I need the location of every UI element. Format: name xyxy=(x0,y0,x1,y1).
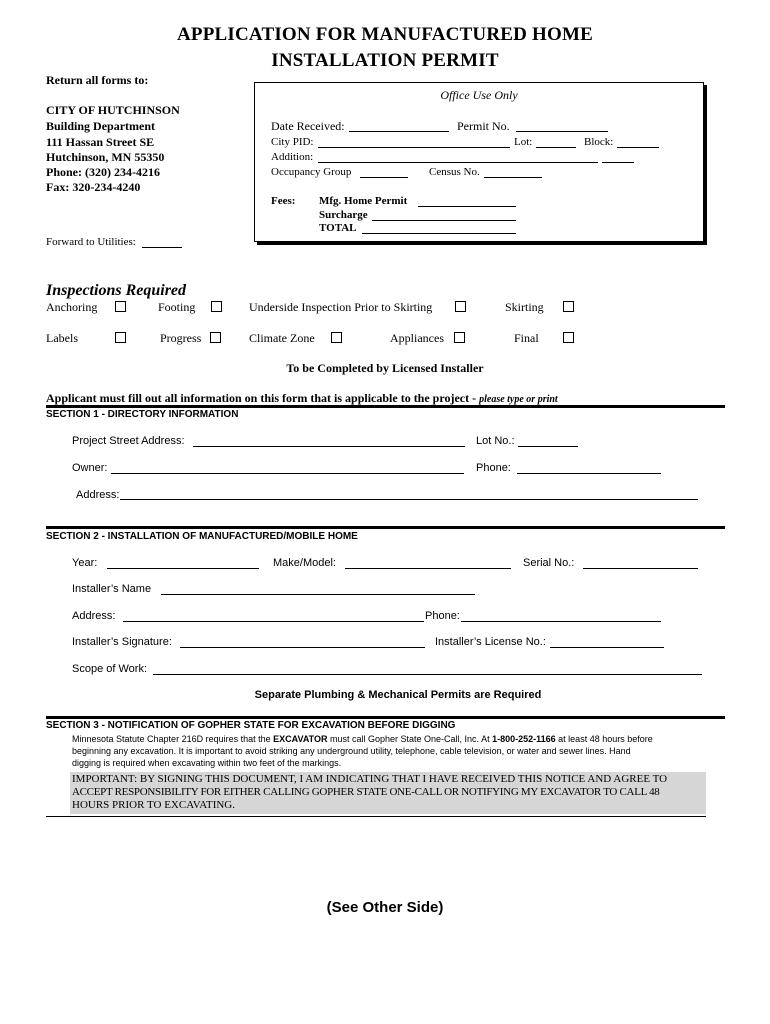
owner-address-field[interactable] xyxy=(120,499,698,500)
installer-address-label: Address: xyxy=(72,610,116,622)
lot-no-field[interactable] xyxy=(518,446,578,447)
permit-no-field[interactable] xyxy=(516,131,608,132)
applicant-note-italic: please type or print xyxy=(479,394,558,405)
make-model-label: Make/Model: xyxy=(273,557,336,569)
p1d: 1-800-252-1166 xyxy=(492,734,556,744)
skirting-checkbox[interactable] xyxy=(563,301,574,312)
city-pid-label: City PID: xyxy=(271,136,314,148)
important-line2: ACCEPT RESPONSIBILITY FOR EITHER CALLING GOPHER STATE ONE-CALL OR NOTIFYING MY EXCAVATOR TO CALL 48 xyxy=(72,786,660,798)
scope-of-work-field[interactable] xyxy=(153,674,702,675)
phone-label: Phone: xyxy=(476,462,511,474)
section1-rule xyxy=(46,405,725,408)
climate-zone-checkbox[interactable] xyxy=(331,332,342,343)
progress-label: Progress xyxy=(160,331,202,345)
installers-name-field[interactable] xyxy=(161,594,475,595)
section2-rule xyxy=(46,526,725,529)
make-model-field[interactable] xyxy=(345,568,511,569)
return-fax: Fax: 320-234-4240 xyxy=(46,180,141,194)
labels-checkbox[interactable] xyxy=(115,332,126,343)
owner-field[interactable] xyxy=(111,473,464,474)
labels-label: Labels xyxy=(46,331,78,345)
return-street: 111 Hassan Street SE xyxy=(46,135,155,149)
installer-address-field[interactable] xyxy=(123,621,424,622)
appliances-label: Appliances xyxy=(390,331,444,345)
forward-utilities-field[interactable] xyxy=(142,247,182,248)
block-field[interactable] xyxy=(617,147,659,148)
installers-signature-field[interactable] xyxy=(180,647,425,648)
anchoring-checkbox[interactable] xyxy=(115,301,126,312)
census-no-label: Census No. xyxy=(429,166,480,178)
section3-bottom-rule xyxy=(46,816,706,817)
year-field[interactable] xyxy=(107,568,259,569)
final-checkbox[interactable] xyxy=(563,332,574,343)
section3-paragraph-line2: beginning any excavation. It is important to avoid striking any underground utility, telephone, cable television, or water and sewer lines. Hand xyxy=(72,746,631,756)
p1a: Minnesota Statute Chapter 216D requires that the xyxy=(72,734,271,744)
block-label: Block: xyxy=(584,136,614,148)
section1-heading: SECTION 1 - DIRECTORY INFORMATION xyxy=(46,409,239,420)
mfg-home-permit-field[interactable] xyxy=(418,206,516,207)
date-received-field[interactable] xyxy=(349,131,449,132)
surcharge-label: Surcharge xyxy=(319,209,368,221)
climate-zone-label: Climate Zone xyxy=(249,331,315,345)
section3-paragraph-line1 xyxy=(72,734,653,744)
inspections-heading: Inspections Required xyxy=(46,282,187,299)
footing-label: Footing xyxy=(158,300,196,314)
p1e: at least 48 hours before xyxy=(558,734,653,744)
applicant-note xyxy=(46,391,558,406)
scope-of-work-label: Scope of Work: xyxy=(72,663,147,675)
fees-label: Fees: xyxy=(271,195,296,207)
return-phone: Phone: (320) 234-4216 xyxy=(46,165,160,179)
surcharge-field[interactable] xyxy=(372,220,516,221)
lot-no-label: Lot No.: xyxy=(476,435,515,447)
occupancy-group-label: Occupancy Group xyxy=(271,166,352,178)
installer-phone-label: Phone: xyxy=(425,610,460,622)
forward-utilities-label: Forward to Utilities: xyxy=(46,236,136,248)
addition-label: Addition: xyxy=(271,151,314,163)
underside-checkbox[interactable] xyxy=(455,301,466,312)
installers-signature-label: Installer’s Signature: xyxy=(72,636,172,648)
underside-label: Underside Inspection Prior to Skirting xyxy=(249,300,433,314)
p1b: EXCAVATOR xyxy=(273,734,328,744)
permit-no-label: Permit No. xyxy=(457,119,510,133)
important-line3: HOURS PRIOR TO EXCAVATING. xyxy=(72,799,235,811)
addition-field-2[interactable] xyxy=(602,162,634,163)
mfg-home-permit-label: Mfg. Home Permit xyxy=(319,195,408,207)
section3-rule xyxy=(46,716,725,719)
owner-label: Owner: xyxy=(72,462,108,474)
serial-no-label: Serial No.: xyxy=(523,557,575,569)
city-pid-field[interactable] xyxy=(318,147,510,148)
serial-no-field[interactable] xyxy=(583,568,698,569)
licensed-installer-note: To be Completed by Licensed Installer xyxy=(286,361,484,375)
see-other-side: (See Other Side) xyxy=(326,899,444,916)
section3-heading: SECTION 3 - NOTIFICATION OF GOPHER STATE FOR EXCAVATION BEFORE DIGGING xyxy=(46,720,456,731)
final-label: Final xyxy=(514,331,539,345)
lot-label: Lot: xyxy=(514,136,533,148)
installers-license-field[interactable] xyxy=(550,647,664,648)
progress-checkbox[interactable] xyxy=(210,332,221,343)
p1c: must call Gopher State One-Call, Inc. At xyxy=(330,734,490,744)
return-heading: Return all forms to: xyxy=(46,73,149,87)
addition-field[interactable] xyxy=(318,162,598,163)
page-title-line1: APPLICATION FOR MANUFACTURED HOME xyxy=(177,24,593,45)
anchoring-label: Anchoring xyxy=(46,300,98,314)
section3-paragraph-line3: digging is required when excavating within two feet of the markings. xyxy=(72,758,342,768)
total-label: TOTAL xyxy=(319,222,357,234)
appliances-checkbox[interactable] xyxy=(454,332,465,343)
project-address-field[interactable] xyxy=(193,446,465,447)
return-city: CITY OF HUTCHINSON xyxy=(46,103,180,117)
page-title-line2: INSTALLATION PERMIT xyxy=(271,50,499,71)
project-address-label: Project Street Address: xyxy=(72,435,185,447)
return-dept: Building Department xyxy=(46,119,156,133)
installer-phone-field[interactable] xyxy=(461,621,661,622)
owner-address-label: Address: xyxy=(76,489,120,501)
installers-name-label: Installer’s Name xyxy=(72,583,152,595)
office-use-heading: Office Use Only xyxy=(440,88,518,102)
applicant-note-main: Applicant must fill out all information on this form that is applicable to the project - xyxy=(46,391,477,405)
census-no-field[interactable] xyxy=(484,177,542,178)
date-received-label: Date Received: xyxy=(271,119,345,133)
footing-checkbox[interactable] xyxy=(211,301,222,312)
section2-heading: SECTION 2 - INSTALLATION OF MANUFACTURED/MOBILE HOME xyxy=(46,531,358,542)
permits-note: Separate Plumbing & Mechanical Permits are Required xyxy=(254,689,542,701)
year-label: Year: xyxy=(72,557,98,569)
return-citystate: Hutchinson, MN 55350 xyxy=(46,150,165,164)
skirting-label: Skirting xyxy=(505,300,544,314)
lot-field[interactable] xyxy=(536,147,576,148)
installers-license-label: Installer’s License No.: xyxy=(435,636,546,648)
important-line1: IMPORTANT: BY SIGNING THIS DOCUMENT, I AM INDICATING THAT I HAVE RECEIVED THIS NOTICE AND AGREE TO xyxy=(72,773,668,785)
total-field[interactable] xyxy=(362,233,516,234)
phone-field[interactable] xyxy=(517,473,661,474)
occupancy-group-field[interactable] xyxy=(360,177,408,178)
